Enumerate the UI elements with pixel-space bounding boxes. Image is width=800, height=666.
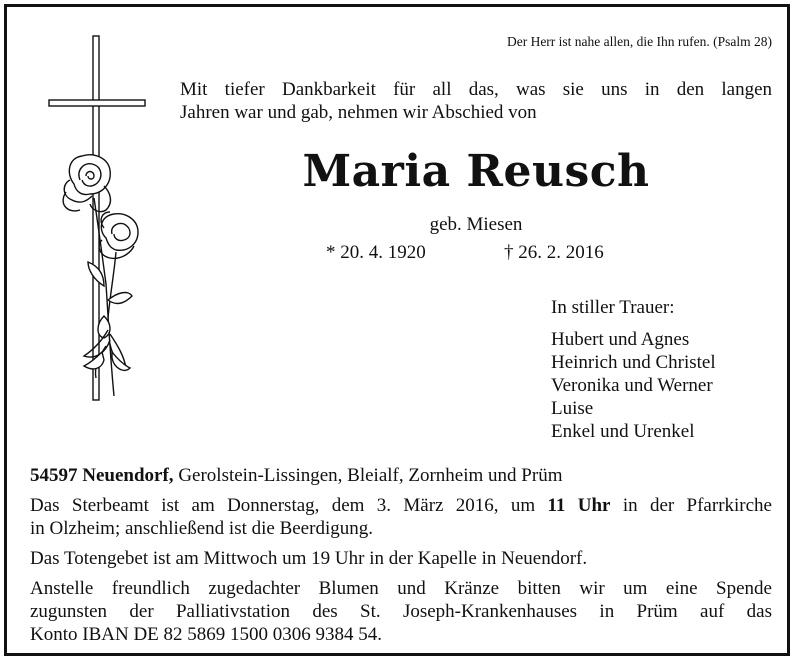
intro-line-1: Mit tiefer Dankbarkeit für all das, was sie uns in den langen: [180, 79, 772, 100]
death-date: † 26. 2. 2016: [504, 242, 604, 263]
maiden-name: geb. Miesen: [429, 214, 523, 235]
donation-line-2: zugunsten der Palliativstation des St. Joseph-Krankenhauses in Prüm auf das: [30, 601, 772, 622]
donation-line-3: Konto IBAN DE 82 5869 1500 0306 9384 54.: [30, 624, 383, 645]
intro-text: [180, 78, 772, 124]
mourner-name: Hubert und Agnes: [551, 329, 690, 350]
mourner-name: Heinrich und Christel: [551, 352, 716, 373]
requiem-line-2: in Olzheim; anschließend ist die Beerdigung.: [30, 518, 373, 539]
service-details: [30, 464, 772, 653]
requiem-paragraph: [30, 494, 772, 540]
psalm-quote: Der Herr ist nahe allen, die Ihn rufen. (Psalm 28): [506, 34, 772, 49]
rose-icon: [99, 212, 138, 258]
place-rest: Gerolstein-Lissingen, Bleialf, Zornheim und Prüm: [173, 465, 563, 486]
prayer-line: Das Totengebet ist am Mittwoch um 19 Uhr in der Kapelle in Neuendorf.: [30, 548, 588, 569]
place-line: [30, 464, 772, 487]
place-bold: 54597 Neuendorf,: [30, 465, 174, 486]
intro-line-2: Jahren war und gab, nehmen wir Abschied von: [180, 102, 537, 123]
mourner-name: Luise: [551, 398, 594, 419]
birth-date: * 20. 4. 1920: [326, 242, 426, 263]
mourner-name: Veronika und Werner: [551, 375, 713, 396]
cross-icon: [44, 34, 164, 464]
rose-icon: [63, 155, 110, 212]
requiem-pre: Das Sterbeamt ist am Donnerstag, dem 3. März 2016, um: [30, 495, 548, 516]
requiem-line-1: [30, 494, 772, 517]
donation-paragraph: [30, 577, 772, 646]
cross-with-roses-illustration: [44, 34, 164, 464]
mourners-heading: In stiller Trauer:: [551, 297, 675, 318]
deceased-name: Maria Reusch: [302, 146, 650, 197]
mourners-block: [551, 296, 716, 443]
mourner-name: Enkel und Urenkel: [551, 421, 695, 442]
requiem-time: 11 Uhr: [547, 495, 611, 516]
donation-line-1: Anstelle freundlich zugedachter Blumen und Kränze bitten wir um eine Spende: [30, 578, 772, 599]
requiem-post: in der Pfarrkirche: [610, 495, 772, 516]
